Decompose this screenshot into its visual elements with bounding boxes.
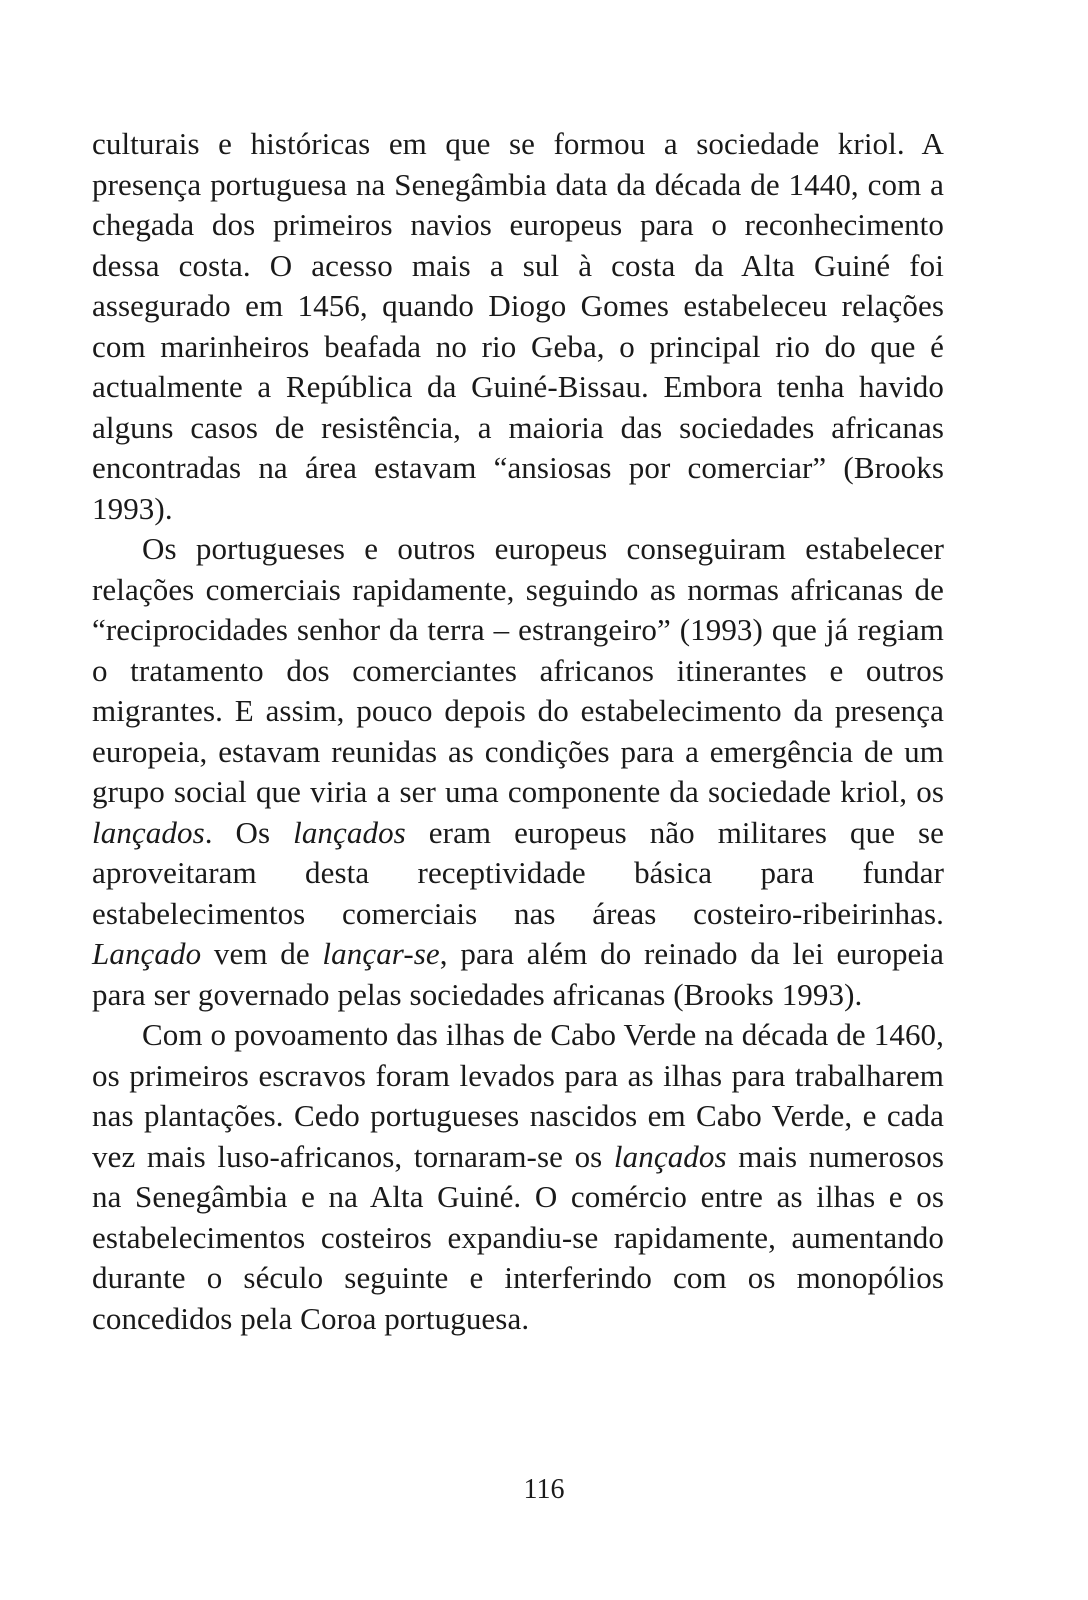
body-text	[92, 124, 944, 1339]
paragraph-2-text-a: Os portugueses e outros europeus conseguiram estabelecer relações comerciais rapidamente, seguindo as normas africanas de “reciprocidades senhor da terra – estrangeiro” (1993) que já regiam o tratamento dos comerciantes africanos itinerantes e outros migrantes. E assim, pouco depois do estabelecimento da presença europeia, estavam reunidas as condições para a emergência de um grupo social que viria a ser uma componente da sociedade kriol, os	[92, 531, 944, 809]
paragraph-2-text-b: . Os	[204, 814, 294, 850]
term-lancados: lançados	[293, 814, 406, 850]
page-number: 116	[523, 1474, 565, 1505]
paragraph-1-text: culturais e históricas em que se formou a sociedade kriol. A presença portuguesa na Senegâmbia data da década de 1440, com a chegada dos primeiros navios europeus para o reconhecimento dessa costa. O acesso mais a sul à costa da Alta Guiné foi assegurado em 1456, quando Diogo Gomes estabeleceu relações com marinheiros beafada no rio Geba, o principal rio do que é actualmente a República da Guiné-Bissau. Embora tenha havido alguns casos de resistência, a maioria das sociedades africanas encontradas na área estavam “ansiosas por comerciar” (Brooks 1993).	[92, 126, 944, 526]
paragraph-1	[92, 124, 944, 529]
paragraph-2	[92, 529, 944, 1015]
paragraph-3	[92, 1015, 944, 1339]
term-lancados: lançados	[613, 1138, 727, 1174]
paragraph-2-text-e: , para além do reinado da lei europeia para ser governado pelas sociedades africanas (Brooks 1993).	[92, 936, 944, 1012]
paragraph-2-text-c: eram europeus não militares que se aproveitaram desta receptividade básica para fundar estabelecimentos comerciais nas áreas costeiro-ribeirinhas.	[92, 814, 944, 931]
paragraph-3-text-a: Com o povoamento das ilhas de Cabo Verde na década de 1460, os primeiros escravos foram levados para as ilhas para trabalharem nas plantações. Cedo portugueses nascidos em Cabo Verde, e cada vez mais luso-africanos, tornaram-se os	[92, 1017, 944, 1174]
term-lancados: lançados	[92, 814, 205, 850]
term-lancado: Lançado	[92, 936, 202, 971]
term-lancar-se: lançar-se	[322, 936, 440, 971]
paragraph-3-text-b: mais numerosos na Senegâmbia e na Alta Guiné. O comércio entre as ilhas e os estabelecimentos costeiros expandiu-se rapidamente, aumentando durante o século seguinte e interferindo com os monopólios concedidos pela Coroa portuguesa.	[92, 1138, 944, 1336]
paragraph-2-text-d: vem de	[201, 936, 323, 971]
